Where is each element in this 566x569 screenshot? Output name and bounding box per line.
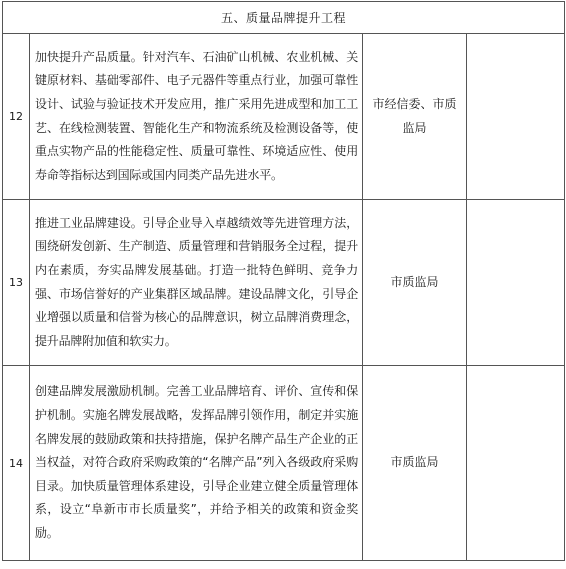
- task-table: [2, 1, 565, 561]
- row-number: 13: [3, 200, 30, 366]
- row-content: 加快提升产品质量。针对汽车、石油矿山机械、农业机械、关键原材料、基础零部件、电子元器件等重点行业，加强可靠性设计、试验与验证技术开发应用，推广采用先进成型和加工工艺、在线检测装置、智能化生产和物流系统及检测设备等，使重点实物产品的性能稳定性、质量可靠性、环境适应性、使用寿命等指标达到国际或国内同类产品先进水平。: [30, 34, 363, 200]
- table-row: [3, 200, 565, 366]
- table-row: [3, 34, 565, 200]
- row-number: 12: [3, 34, 30, 200]
- table-row: [3, 366, 565, 561]
- row-note: [467, 200, 565, 366]
- row-number: 14: [3, 366, 30, 561]
- row-department: 市经信委、市质监局: [363, 34, 467, 200]
- section-title: 五、质量品牌提升工程: [3, 2, 565, 34]
- row-note: [467, 34, 565, 200]
- row-content: 推进工业品牌建设。引导企业导入卓越绩效等先进管理方法，围绕研发创新、生产制造、质量管理和营销服务全过程，提升内在素质，夯实品牌发展基础。打造一批特色鲜明、竞争力强、市场信誉好的产业集群区域品牌。建设品牌文化，引导企业增强以质量和信誉为核心的品牌意识，树立品牌消费理念，提升品牌附加值和软实力。: [30, 200, 363, 366]
- row-note: [467, 366, 565, 561]
- row-content: 创建品牌发展激励机制。完善工业品牌培育、评价、宣传和保护机制。实施名牌发展战略，发挥品牌引领作用，制定并实施名牌发展的鼓励政策和扶持措施，保护名牌产品生产企业的正当权益，对符合政府采购政策的“名牌产品”列入各级政府采购目录。加快质量管理体系建设，引导企业建立健全质量管理体系，设立“阜新市市长质量奖”，并给予相关的政策和资金奖励。: [30, 366, 363, 561]
- section-header-row: [3, 2, 565, 34]
- row-department: 市质监局: [363, 200, 467, 366]
- row-department: 市质监局: [363, 366, 467, 561]
